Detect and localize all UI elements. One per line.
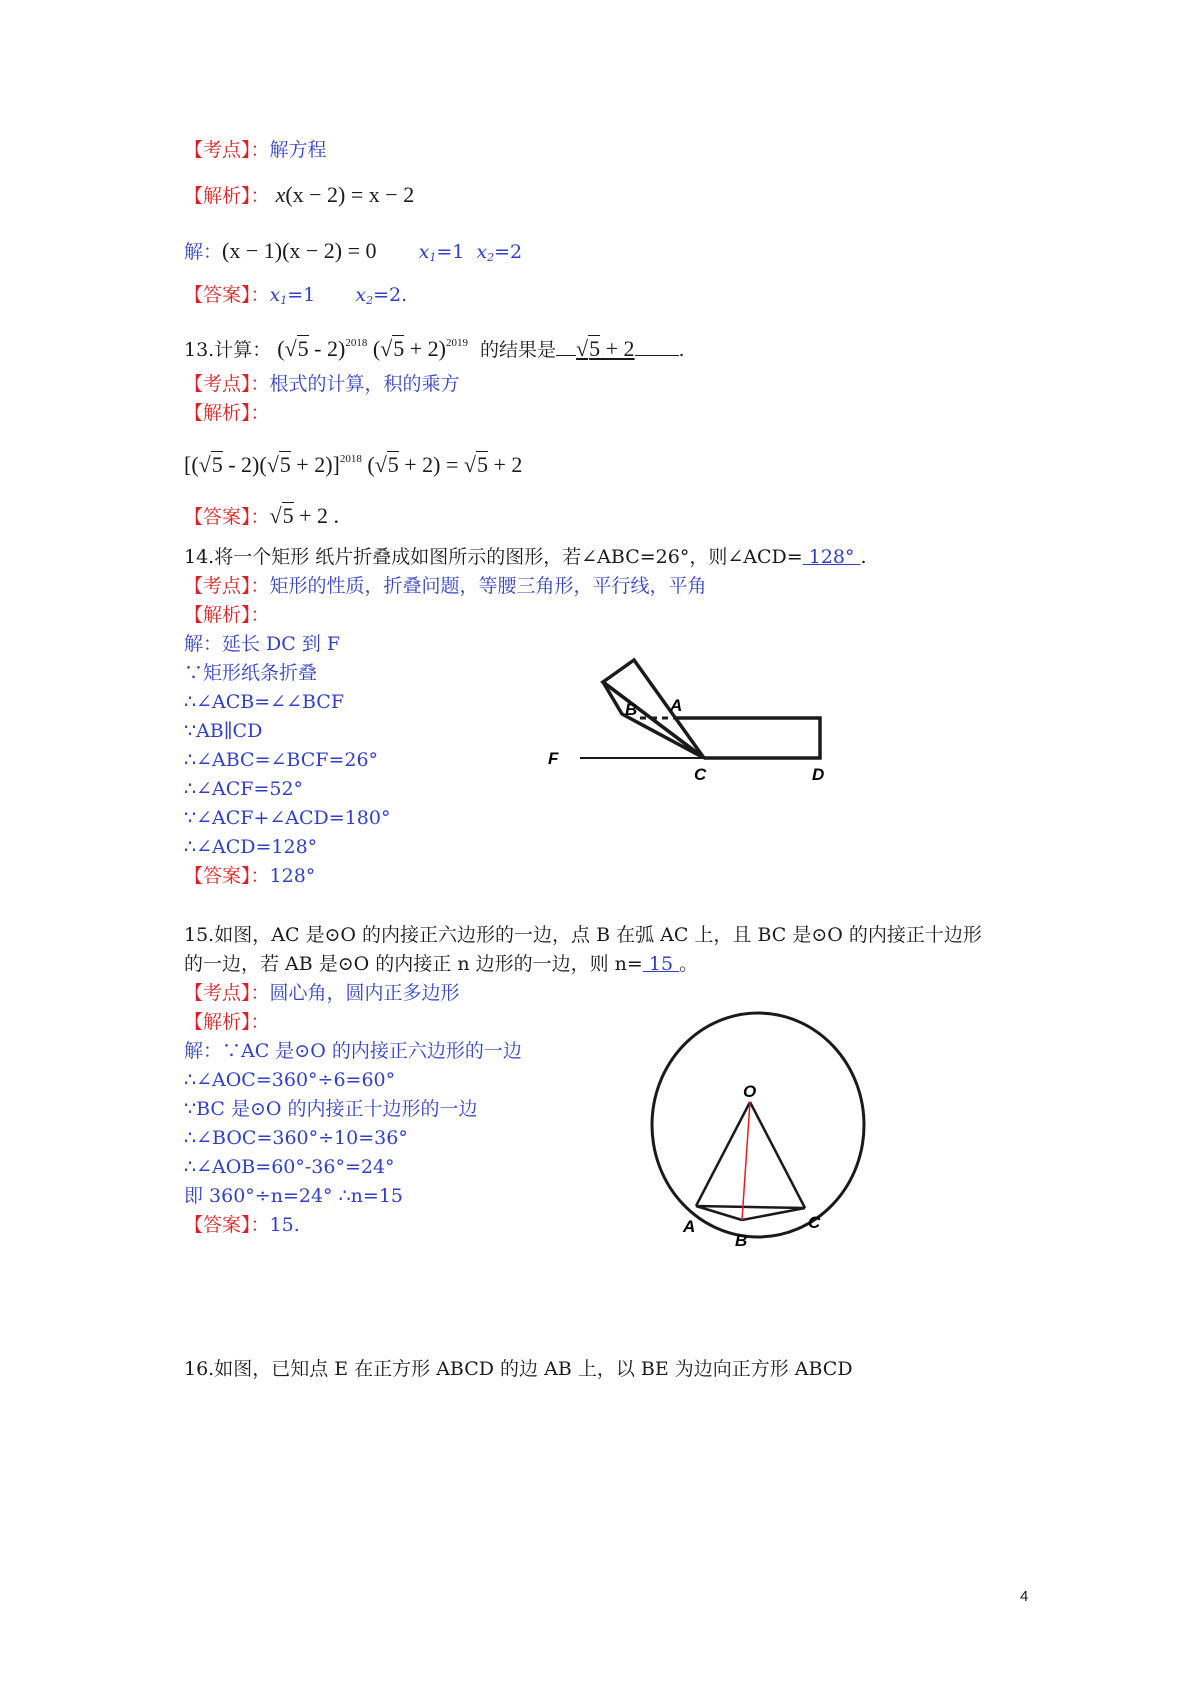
q15-answer-line [184,1212,300,1238]
kaodian-tag: 【考点】： [184,575,270,597]
circle-figure [640,1010,880,1260]
chord-bc [742,1208,805,1220]
q14-step: ∴∠ACF=52° [184,778,304,800]
equation-1: x(x − 2) = x − 2 [275,182,415,207]
q15-step: 即 360°÷n=24° ∴n=15 [184,1185,404,1207]
label-c: C [694,765,707,784]
q15-step: ∴∠AOB=60°-36°=24° [184,1156,395,1178]
q13-answer: √5 + 2 . [269,503,340,528]
page-number: 4 [1020,1588,1029,1605]
label-b: B [735,1231,748,1250]
jiexi-tag: 【解析】： [184,402,270,424]
kaodian-text: 解方程 [269,139,327,161]
root-2: $x_2=2$ [476,241,523,264]
kaodian-tag: 【考点】： [184,373,270,395]
equation-2: (x − 1)(x − 2) = 0 [222,238,377,263]
q14-step: 解：延长 DC 到 F [184,633,341,655]
q12-kaodian-line [184,137,327,163]
label-b: B [625,700,638,719]
label-a: A [670,696,683,715]
q16-question-line: 16.如图，已知点 E 在正方形 ABCD 的边 AB 上，以 BE 为边向正方形 ABCD [184,1358,853,1380]
label-o: O [743,1082,757,1101]
q15-answer-blank: 15 [642,953,680,975]
q14-kaodian-line [184,573,707,599]
q13-question-line: 13.计算： (√5 - 2)$^{2018}$ $(√5 + 2)^{2019}$ 的结果是 √5 + 2 . [184,336,685,361]
q13-answer-line [184,503,339,530]
kaodian-tag: 【考点】： [184,982,270,1004]
q14-step: ∵矩形纸条折叠 [184,662,318,684]
jie-prefix: 解： [184,241,223,263]
kaodian-text: 根式的计算，积的乘方 [269,373,460,395]
kaodian-tag: 【考点】： [184,139,270,161]
label-c: C [808,1213,821,1232]
q12-answer-line [184,282,407,314]
root-1: $x_1=1$ [418,241,465,264]
q12-jiexi-line [184,182,414,209]
answer-tag: 【答案】： [184,1214,270,1236]
answer-tag: 【答案】： [184,506,270,528]
circle-o [652,1013,864,1237]
q14-step: ∴∠ABC=∠BCF=26° [184,749,379,771]
radius-oa [696,1102,750,1206]
radius-oc [750,1102,805,1208]
q12-solution-line [184,238,522,271]
answer-tag: 【答案】： [184,865,270,887]
q13-expression: (√5 - 2)$^{2018}$ $(√5 + 2)^{2019}$ [277,336,468,361]
q15-step: ∴∠BOC=360°÷10=36° [184,1127,408,1149]
q15-jiexi-line [184,1009,270,1035]
q13-result-text: 的结果是 [480,339,557,361]
q14-answer: 128° [269,865,316,887]
answer-1: $x_1=1$ [269,284,316,307]
q15-step: ∴∠AOC=360°÷6=60° [184,1069,396,1091]
q13-answer-blank: √5 + 2 [576,336,635,361]
q15-question-line-1: 15.如图，AC 是⊙O 的内接正六边形的一边，点 B 在弧 AC 上，且 BC 是⊙O 的内接正十边形 [184,924,982,946]
q14-step: ∵AB∥CD [184,720,263,742]
label-f-figure [544,742,574,772]
q13-working: $[(√5 - 2)(√5 + 2)]^{2018}$ (√5 + 2) = √5 + 2 [184,452,523,477]
q15-kaodian-line [184,980,460,1006]
kaodian-text: 矩形的性质，折叠问题，等腰三角形，平行线，平角 [269,575,707,597]
q15-step: ∵BC 是⊙O 的内接正十边形的一边 [184,1098,478,1120]
jiexi-tag: 【解析】： [184,604,270,626]
kaodian-text: 圆心角，圆内正多边形 [269,982,460,1004]
answer-tag: 【答案】： [184,284,270,306]
q15-answer: 15. [269,1214,300,1236]
label-a: A [683,1217,696,1236]
fold-figure [580,640,900,800]
answer-2: $x_2=2$. [355,284,408,307]
chord-ab [696,1206,742,1220]
jiexi-tag: 【解析】： [184,185,270,207]
q14-step: ∴∠ACB=∠∠BCF [184,691,345,713]
q14-answer-blank: 128° [802,546,861,568]
label-d: D [812,765,825,784]
q15-question-line-2: 的一边，若 AB 是⊙O 的内接正 n 边形的一边，则 n= 15 。 [184,953,699,975]
q15-step: 解：∵AC 是⊙O 的内接正六边形的一边 [184,1040,522,1062]
q14-step: ∴∠ACD=128° [184,836,318,858]
q13-prefix: 13.计算： [184,339,272,361]
jiexi-tag: 【解析】： [184,1011,270,1033]
q13-kaodian-line [184,371,460,397]
q14-jiexi-line [184,602,270,628]
chord-ac [696,1206,805,1208]
folded-strip-edge [603,682,704,758]
radius-ob [742,1102,750,1220]
q13-work-line [184,446,522,479]
label-f: F [548,749,559,768]
q14-answer-line [184,863,315,889]
q13-jiexi-line [184,400,270,426]
q14-step: ∵∠ACF+∠ACD=180° [184,807,391,829]
q14-question-line: 14.将一个矩形 纸片折叠成如图所示的图形，若∠ABC=26°，则∠ACD= 128° . [184,546,867,568]
